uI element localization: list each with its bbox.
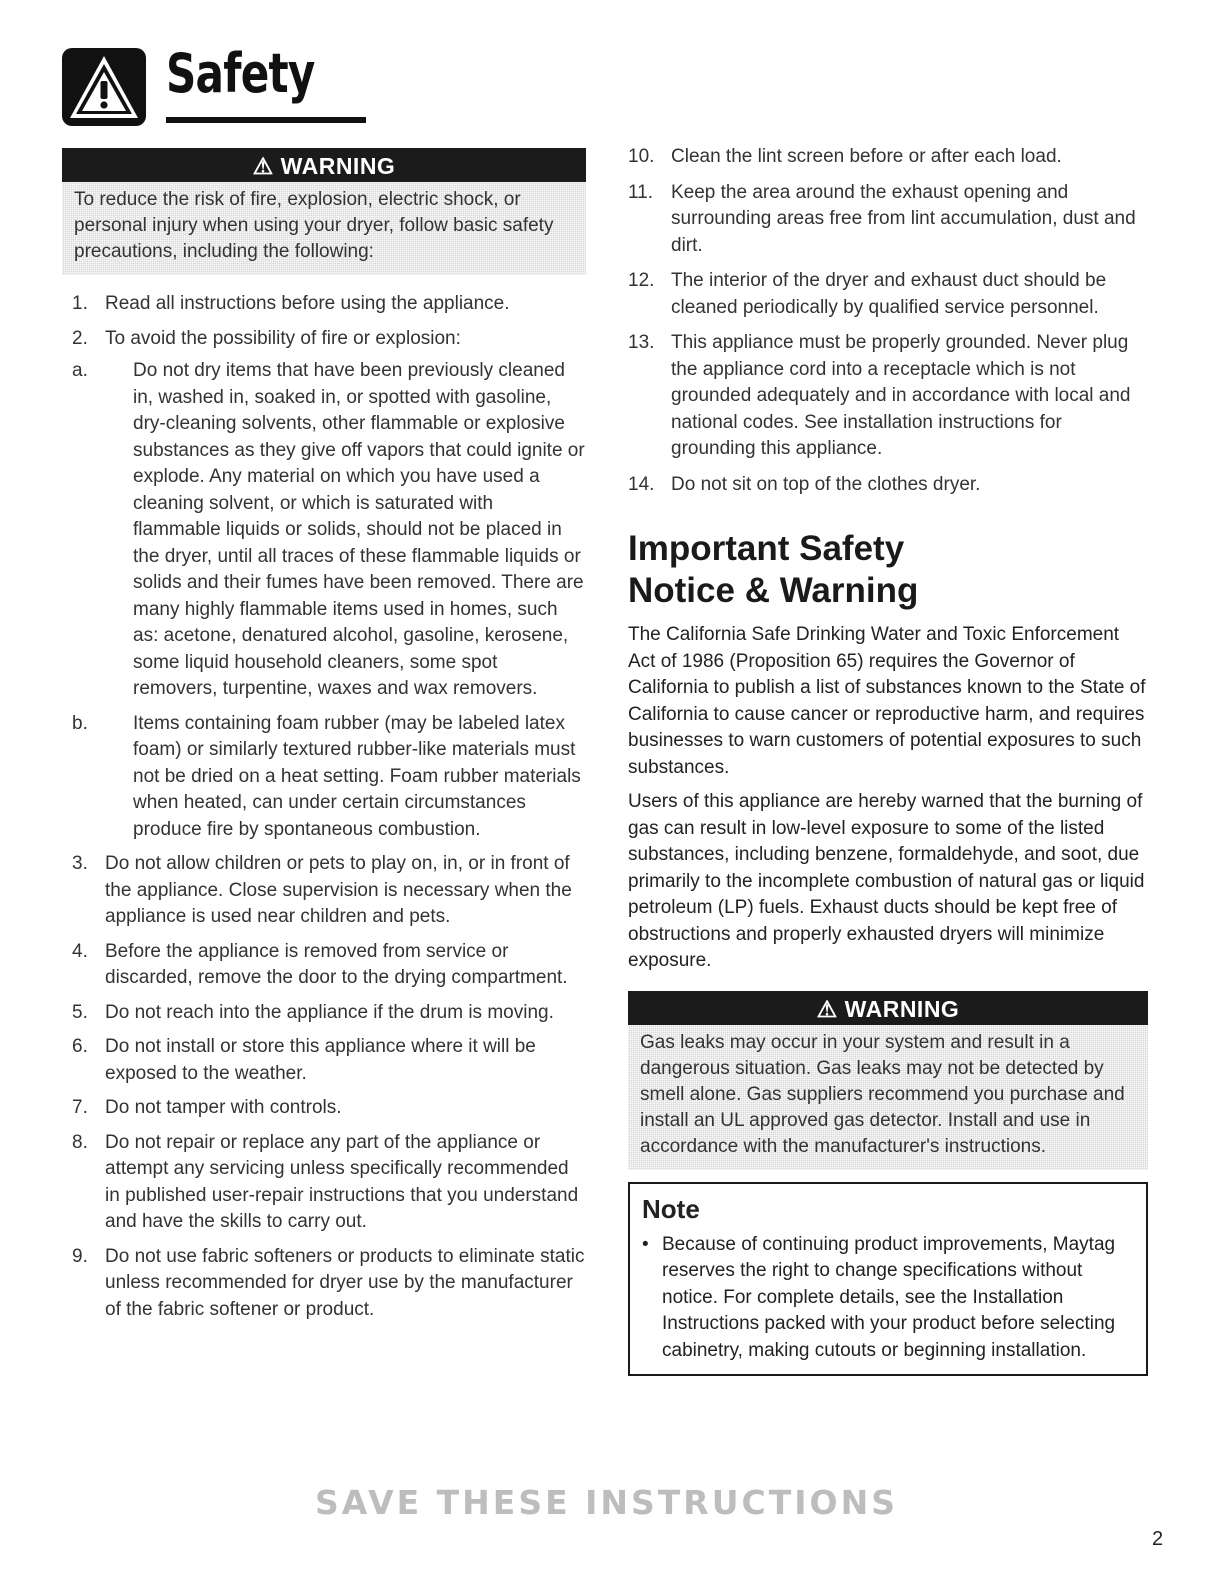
- item-text: Do not install or store this appliance where it will be exposed to the weather.: [105, 1036, 536, 1084]
- list-item: [62, 326, 586, 844]
- item-number: 11.: [628, 181, 654, 203]
- list-item: [628, 472, 1148, 499]
- item-text: Before the appliance is removed from service or discarded, remove the door to the drying compartment.: [105, 940, 568, 988]
- item-number: b.: [72, 712, 88, 734]
- list-item: [62, 1130, 586, 1236]
- save-instructions-banner: SAVE THESE INSTRUCTIONS: [315, 1483, 898, 1522]
- item-text: To avoid the possibility of fire or explosion:: [105, 327, 461, 349]
- list-item: [62, 1095, 586, 1122]
- warning-text: Gas leaks may occur in your system and result in a dangerous situation. Gas leaks may not be detected by smell alone. Gas suppliers recommend you purchase and install an UL approved gas detector. Install and use in accordance with the manufacturer's instructions.: [628, 1025, 1148, 1170]
- warning-heading: ⚠ WARNING: [62, 148, 586, 182]
- item-number: 10.: [628, 146, 655, 167]
- item-text: Do not dry items that have been previously cleaned in, washed in, soaked in, or spotted with gasoline, dry-cleaning solvents, other flammable or explosive substances as they give off vapors that could ignite or explode. Any material on which you have used a cleaning solvent, or which is saturated with flammable liquids or solids, should not be placed in the dryer, until all traces of these flammable liquids or solids and their fumes have been removed. There are many highly flammable items used in homes, such as: acetone, denatured alcohol, gasoline, kerosene, some liquid household cleaners, some spot removers, turpentine, waxes and wax removers.: [133, 360, 585, 699]
- item-number: 8.: [72, 1131, 88, 1153]
- sub-list-item: [62, 358, 586, 703]
- page-number: 2: [1152, 1528, 1164, 1550]
- item-number: 12.: [628, 270, 655, 291]
- item-text: This appliance must be properly grounded. Never plug the appliance cord into a receptacle which is not grounded adequately and in accordance with local and national codes. See installation instructions for grounding this appliance.: [671, 332, 1131, 459]
- gas-warning-box: [628, 991, 1148, 1170]
- item-number: a.: [72, 360, 88, 381]
- note-box: [628, 1182, 1148, 1377]
- note-item: [642, 1232, 1134, 1365]
- safety-list: [62, 291, 586, 1323]
- note-text: Because of continuing product improvements, Maytag reserves the right to change specifications without notice. For complete details, see the Installation Instructions packed with your product before selecting cabinetry, making cutouts or beginning installation.: [662, 1233, 1116, 1361]
- item-number: 1.: [72, 293, 88, 314]
- item-text: Read all instructions before using the appliance.: [105, 293, 510, 314]
- item-text: Do not tamper with controls.: [105, 1097, 342, 1118]
- item-number: 5.: [72, 1001, 88, 1023]
- warning-heading: ⚠ WARNING: [628, 991, 1148, 1025]
- list-item: [628, 144, 1148, 171]
- item-number: 14.: [628, 473, 655, 495]
- item-text: Clean the lint screen before or after each load.: [671, 146, 1062, 167]
- list-item: [62, 1034, 586, 1087]
- item-number: 9.: [72, 1245, 88, 1267]
- list-item: [628, 268, 1148, 321]
- warning-triangle-icon: [62, 48, 146, 126]
- notice-heading-line-1: Important Safety: [628, 529, 905, 568]
- list-item: [628, 180, 1148, 260]
- right-column: [628, 144, 1148, 1376]
- notice-heading: [628, 528, 1148, 612]
- list-item: [62, 1000, 586, 1027]
- item-number: 2.: [72, 327, 88, 349]
- warning-text: To reduce the risk of fire, explosion, electric shock, or personal injury when using your dryer, follow basic safety precautions, including the following:: [62, 182, 586, 275]
- list-item: [62, 291, 586, 318]
- item-number: 6.: [72, 1036, 88, 1057]
- item-number: 4.: [72, 940, 88, 962]
- sub-list-item: [62, 711, 586, 844]
- item-text: Keep the area around the exhaust opening and surrounding areas free from lint accumulation, dust and dirt.: [671, 181, 1136, 256]
- list-item: [62, 1244, 586, 1324]
- list-item: [62, 851, 586, 931]
- notice-heading-line-2: Notice & Warning: [628, 571, 919, 610]
- item-number: 7.: [72, 1097, 88, 1118]
- item-text: The interior of the dryer and exhaust duct should be cleaned periodically by qualified service personnel.: [671, 270, 1107, 318]
- safety-list-continued: [628, 144, 1148, 498]
- bullet-icon: •: [642, 1233, 649, 1255]
- item-text: Do not repair or replace any part of the appliance or attempt any servicing unless specifically recommended in published user-repair instructions that you understand and have the skills to carry out.: [105, 1131, 579, 1232]
- item-number: 3.: [72, 853, 88, 874]
- item-text: Do not use fabric softeners or products to eliminate static unless recommended for dryer use by the manufacturer of the fabric softener or product.: [105, 1245, 585, 1320]
- item-text: Items containing foam rubber (may be labeled latex foam) or similarly textured rubber-like materials must not be dried on a heat setting. Foam rubber materials when heated, can under certain circumstances produce fire by spontaneous combustion.: [133, 712, 581, 840]
- page-title: Safety: [166, 42, 315, 105]
- prop65-paragraph: The California Safe Drinking Water and Toxic Enforcement Act of 1986 (Proposition 65) requires the Governor of California to publish a list of substances known to the State of California to cause cancer or reproductive harm, and requires businesses to warn customers of potential exposures to such substances.: [628, 624, 1146, 778]
- list-item: [628, 330, 1148, 463]
- title-underline: [166, 117, 366, 123]
- list-item: [62, 939, 586, 992]
- item-number: 13.: [628, 332, 655, 353]
- warning-box: [62, 148, 586, 275]
- note-title: Note: [642, 1193, 700, 1224]
- exposure-paragraph: Users of this appliance are hereby warned that the burning of gas can result in low-level exposure to some of the listed substances, including benzene, formaldehyde, and soot, due primarily to the incomplete combustion of natural gas or liquid petroleum (LP) fuels. Exhaust ducts should be kept free of obstructions and properly exhausted dryers will minimize exposure.: [628, 791, 1145, 971]
- item-text: Do not reach into the appliance if the drum is moving.: [105, 1001, 554, 1023]
- left-column: [62, 148, 586, 1331]
- item-text: Do not sit on top of the clothes dryer.: [671, 473, 981, 495]
- item-text: Do not allow children or pets to play on, in, or in front of the appliance. Close supervision is necessary when the appliance is used near children and pets.: [105, 853, 572, 927]
